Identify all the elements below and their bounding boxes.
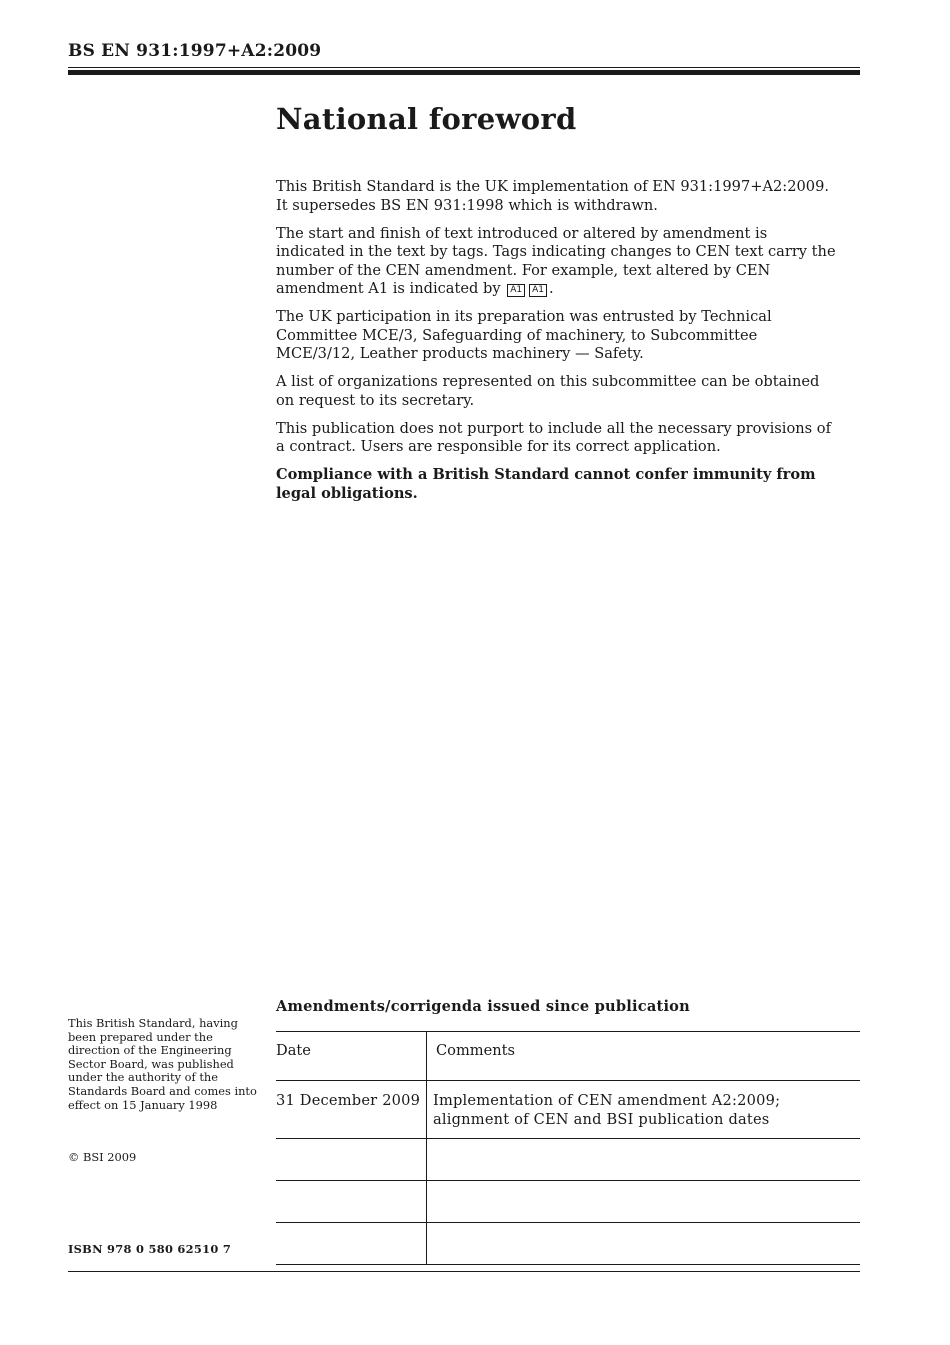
- column-header-date: Date: [276, 1032, 427, 1081]
- amendments-heading: Amendments/corrigenda issued since publication: [276, 998, 690, 1015]
- table-header-row: [276, 1032, 860, 1081]
- isbn-number: ISBN 978 0 580 62510 7: [68, 1242, 232, 1256]
- empty-comment-cell: [427, 1139, 861, 1181]
- empty-comment-cell: [427, 1181, 861, 1223]
- paragraph-compliance: Compliance with a British Standard cannot confer immunity from legal obligations.: [276, 466, 816, 502]
- paragraph-participation: The UK participation in its preparation was entrusted by Technical Committee MCE/3, Safeguarding of machinery, to Subcommittee MCE/3/12, Leather products machinery — Safety.: [276, 308, 772, 362]
- publication-note: This British Standard, having been prepared under the direction of the Engineering Sector Board, was published under the authority of the Standards Board and comes into effect on 15 January 1998: [68, 1016, 257, 1112]
- copyright-notice: © BSI 2009: [68, 1150, 137, 1164]
- amendment-tags-period: .: [549, 280, 554, 297]
- empty-date-cell: [276, 1223, 427, 1265]
- paragraph-implementation: This British Standard is the UK implementation of EN 931:1997+A2:2009. It supersedes BS EN 931:1998 which is withdrawn.: [276, 178, 829, 214]
- empty-comment-cell: [427, 1223, 861, 1265]
- amendment-comment: [427, 1081, 861, 1139]
- foreword-body: [276, 178, 836, 513]
- amendment-tags-text: The start and finish of text introduced or altered by amendment is indicated in the text by tags. Tags indicating changes to CEN text carry the number of the CEN amendment. For example, text altered by CEN amendment A1 is indicated by: [276, 224, 836, 297]
- table-row-empty: [276, 1223, 860, 1265]
- table-row-empty: [276, 1181, 860, 1223]
- amendment-comment-line: alignment of CEN and BSI publication dates: [433, 1111, 770, 1128]
- empty-date-cell: [276, 1139, 427, 1181]
- table-row: [276, 1081, 860, 1139]
- paragraph-contract: This publication does not purport to include all the necessary provisions of a contract. Users are responsible for its correct application.: [276, 419, 831, 455]
- paragraph-organizations: A list of organizations represented on this subcommittee can be obtained on request to its secretary.: [276, 373, 820, 409]
- paragraph-amendment-tags: [276, 225, 836, 299]
- amendment-comment-line: Implementation of CEN amendment A2:2009;: [433, 1092, 781, 1109]
- empty-date-cell: [276, 1181, 427, 1223]
- page-title: National foreword: [276, 102, 577, 136]
- header-rule-thin: [68, 67, 860, 68]
- standard-code: BS EN 931:1997+A2:2009: [68, 41, 322, 61]
- amendment-start-tag-icon: A1: [507, 284, 525, 297]
- amendment-date: 31 December 2009: [276, 1081, 427, 1139]
- amendments-table: [276, 1031, 860, 1265]
- footer-rule: [68, 1271, 860, 1272]
- column-header-comments: Comments: [427, 1032, 861, 1081]
- amendment-end-tag-icon: A1: [529, 284, 547, 297]
- header-rule-thick: [68, 70, 860, 75]
- table-row-empty: [276, 1139, 860, 1181]
